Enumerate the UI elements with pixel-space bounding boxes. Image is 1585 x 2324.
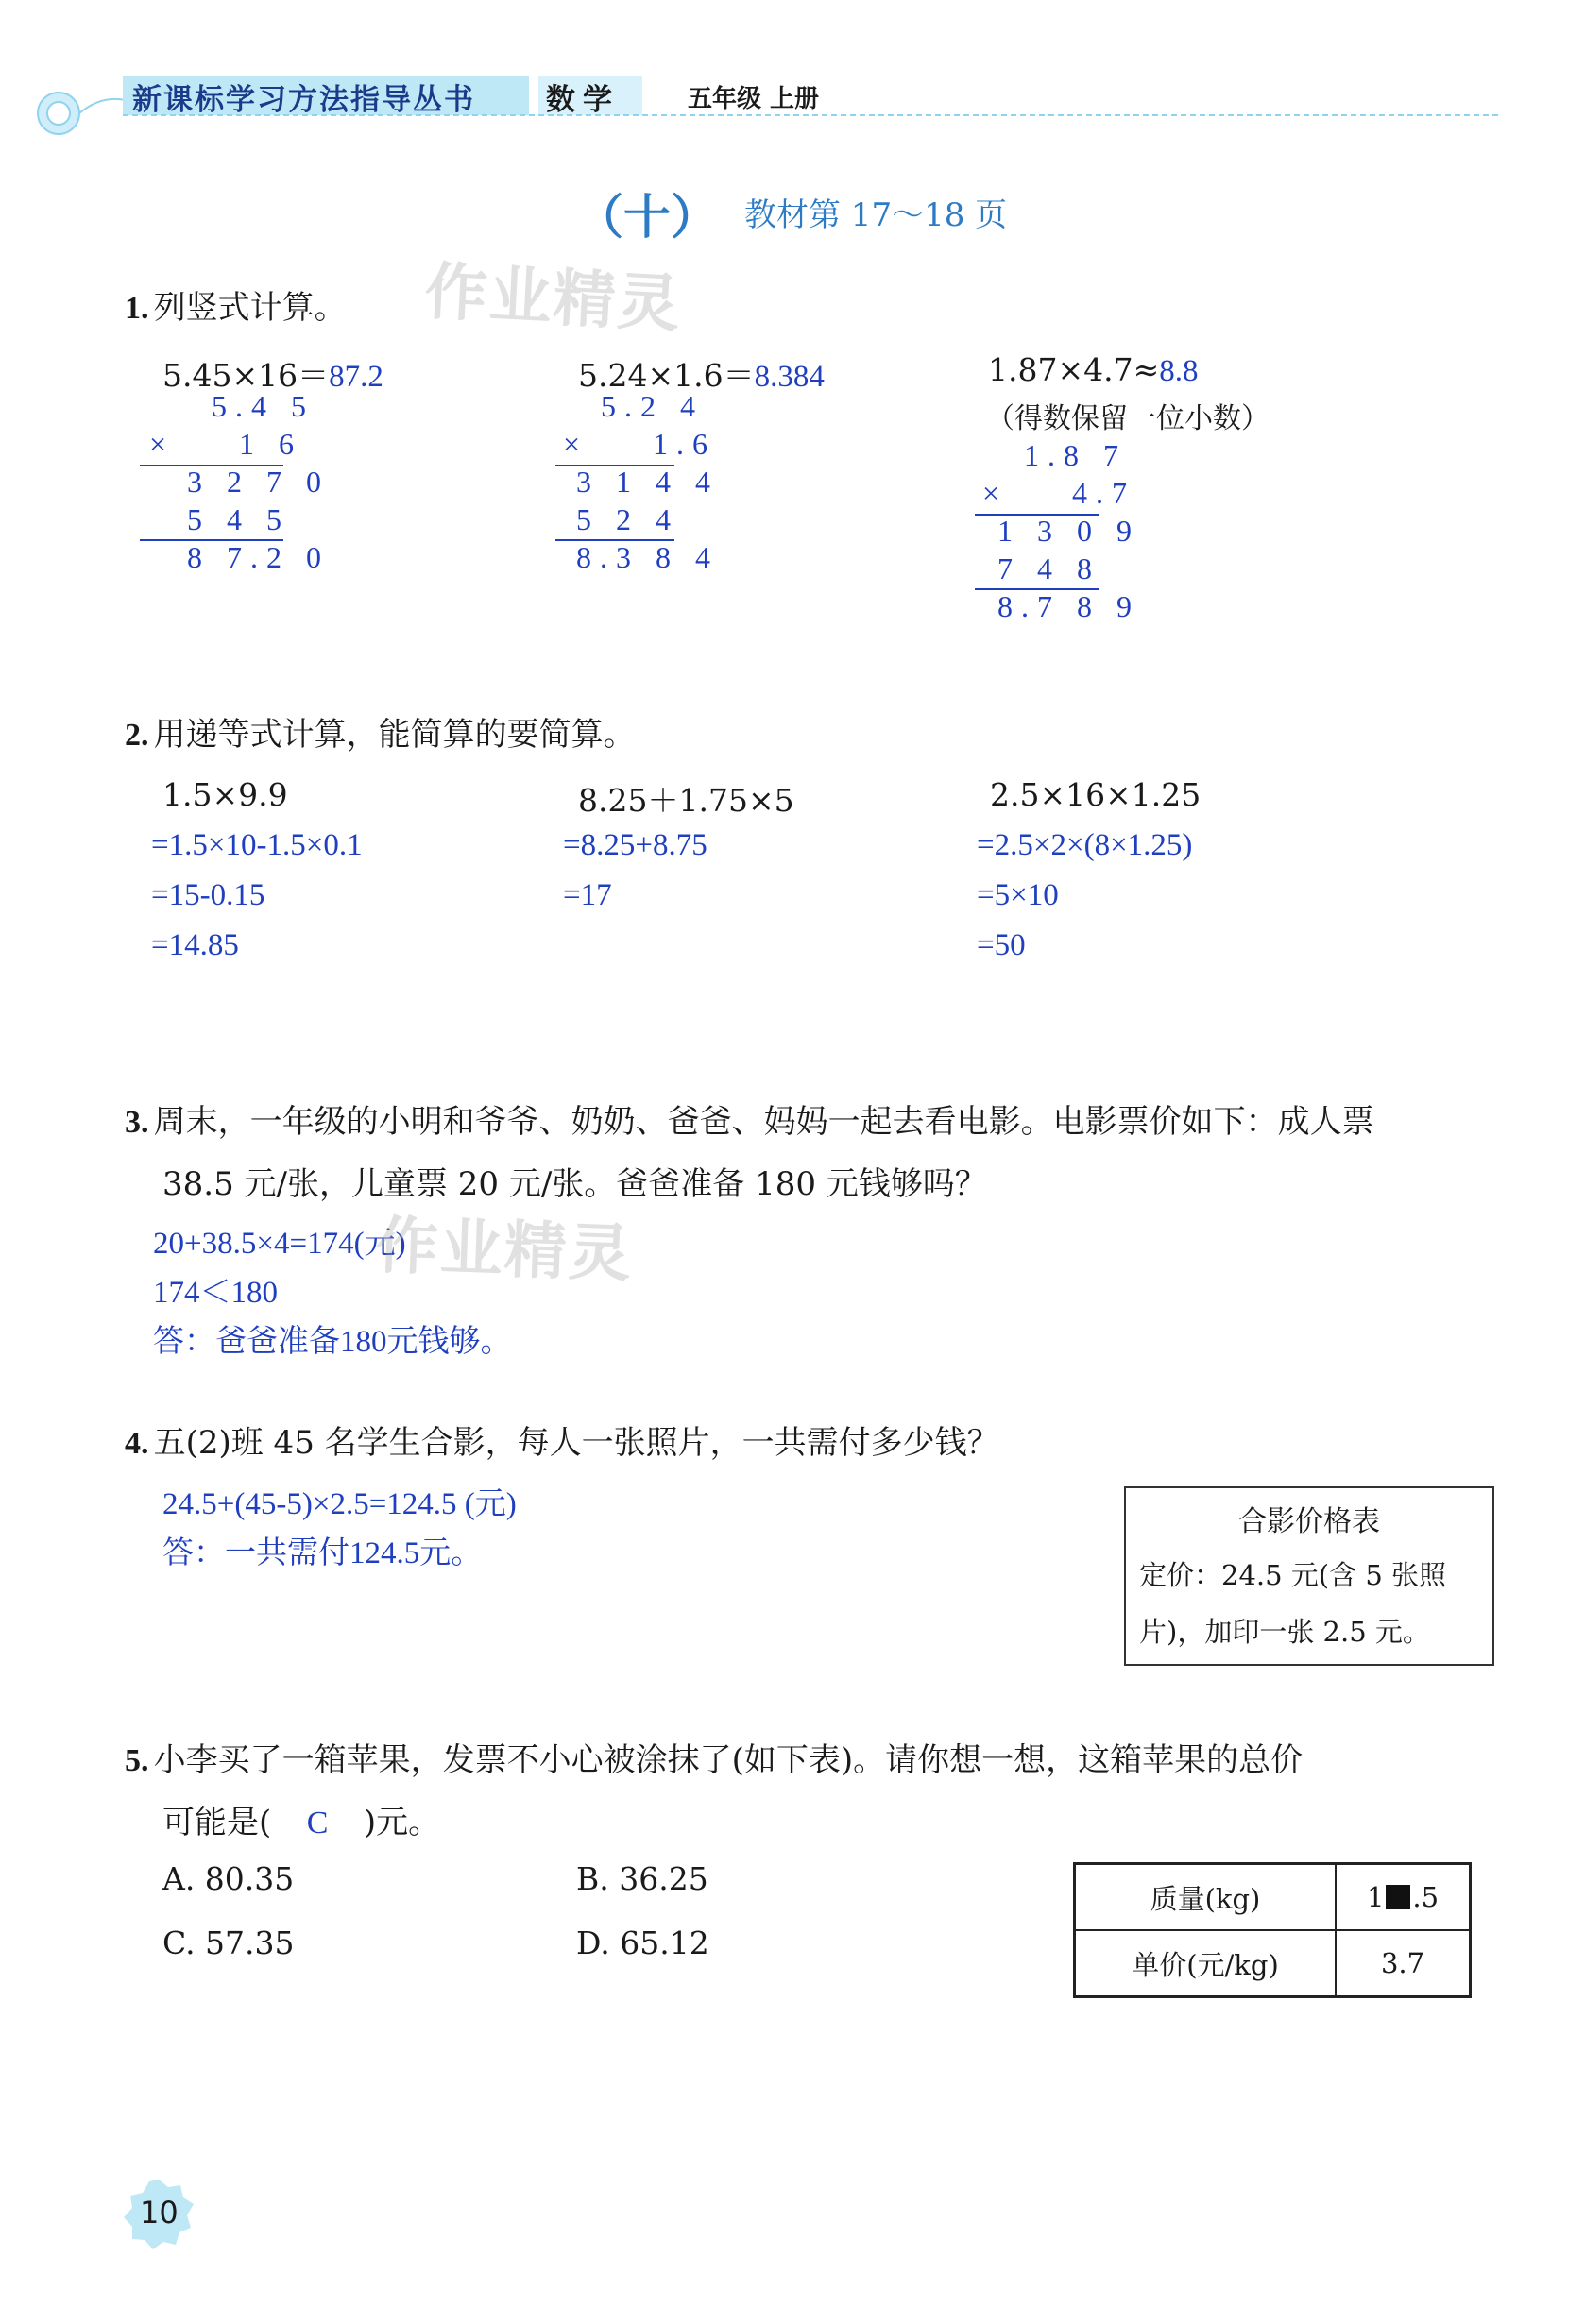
section-pages: 教材第 17～18 页 (744, 196, 1008, 234)
q5-answer: C (306, 1806, 329, 1841)
q1-item2-answer: 8.384 (754, 360, 825, 394)
q1-item3-row1: 1.8 7 (1024, 438, 1127, 472)
invoice-row-price (1075, 1930, 1471, 1997)
q5-option-d: D. 65.12 (576, 1925, 709, 1961)
q1-text: 列竖式计算。 (153, 289, 347, 327)
photo-price-title: 合影价格表 (1238, 1505, 1380, 1538)
q1-item3-note: （得数保留一位小数） (986, 402, 1270, 435)
q1-item2-expr: 5.24×1.6＝ (578, 357, 755, 394)
q4-text: 五(2)班 45 名学生合影，每人一张照片，一共需付多少钱？ (153, 1424, 999, 1462)
q5-line1: 小李买了一箱苹果，发票不小心被涂抹了(如下表)。请你想一想，这箱苹果的总价 (153, 1741, 1304, 1779)
q2-number: 2. (125, 718, 149, 753)
photo-price-line2: 片)，加印一张 2.5 元。 (1139, 1616, 1430, 1648)
q5-line2 (162, 1796, 440, 1842)
subject-label: 数学 (546, 83, 620, 117)
q3-line2: 38.5 元/张，儿童票 20 元/张。爸爸准备 180 元钱够吗？ (162, 1165, 987, 1203)
section-number: （十） (576, 190, 718, 245)
q2-item3-step3: =50 (977, 928, 1026, 962)
q1-item1-row1: 5.4 5 (212, 389, 315, 423)
q2-item3-step2: =5×10 (977, 878, 1059, 912)
invoice-price-label: 单价(元/kg) (1075, 1930, 1337, 1997)
q2-item1-expr: 1.5×9.9 (162, 776, 288, 813)
q1-item2-row1: 5.2 4 (601, 389, 704, 423)
invoice-weight-decimal: .5 (1412, 1881, 1440, 1913)
q5-line2-start: 可能是( (162, 1804, 272, 1841)
q1-item2-row4: 5 2 4 (576, 502, 679, 536)
q2-item1-step1: =1.5×10-1.5×0.1 (151, 828, 363, 862)
q1-item2-row2: × 1.6 (563, 427, 717, 461)
q1-item2-row3: 3 1 4 4 (576, 465, 719, 499)
invoice-price-value: 3.7 (1336, 1930, 1471, 1997)
photo-price-line1: 定价：24.5 元(含 5 张照 (1139, 1559, 1446, 1591)
watermark-2: 作业精灵 (374, 1209, 635, 1291)
q1-item3-expr: 1.87×4.7≈ (988, 351, 1160, 388)
q2-item3-expr: 2.5×16×1.25 (990, 776, 1202, 813)
invoice-weight-value (1336, 1864, 1471, 1931)
q3-work1: 20+38.5×4=174(元) (153, 1227, 406, 1261)
series-title: 新课标学习方法指导丛书 (132, 83, 475, 117)
q4-heading (125, 1416, 999, 1463)
q3-heading (125, 1095, 1374, 1142)
q1-item3-row3: 1 3 0 9 (997, 514, 1140, 548)
q5-line2-end: )元。 (363, 1804, 441, 1841)
q1-item2-row5: 8.3 8 4 (576, 540, 719, 574)
q1-heading (125, 281, 347, 328)
q2-item2-step1: =8.25+8.75 (563, 828, 707, 862)
q5-option-c: C. 57.35 (162, 1925, 295, 1961)
q3-line1: 周末，一年级的小明和爷爷、奶奶、爸爸、妈妈一起去看电影。电影票价如下：成人票 (153, 1103, 1374, 1141)
q5-number: 5. (125, 1743, 149, 1778)
q1-number: 1. (125, 291, 149, 326)
invoice-row-weight (1075, 1864, 1471, 1931)
q3-work2: 174＜180 (153, 1276, 278, 1310)
q1-item1-row2: × 1 6 (149, 427, 303, 461)
q1-item3-row5: 8.7 8 9 (997, 589, 1140, 623)
q1-item1-expr: 5.45×16＝ (162, 357, 330, 394)
invoice-table (1073, 1862, 1472, 1998)
q4-number: 4. (125, 1426, 149, 1461)
grade-label: 五年级 上册 (688, 85, 820, 113)
invoice-weight-label: 质量(kg) (1075, 1864, 1337, 1931)
q1-item1-row4: 5 4 5 (187, 502, 290, 536)
q2-item2-expr: 8.25＋1.75×5 (578, 782, 794, 819)
q2-item3-step1: =2.5×2×(8×1.25) (977, 828, 1193, 862)
watermark: 作业精灵 (422, 254, 684, 342)
q4-work2: 答：一共需付124.5元。 (162, 1536, 483, 1570)
q5-option-b: B. 36.25 (576, 1860, 708, 1897)
q3-work3: 答：爸爸准备180元钱够。 (153, 1325, 512, 1359)
q2-item1-step2: =15-0.15 (151, 878, 265, 912)
photo-price-box (1124, 1486, 1494, 1666)
q1-item3-row2: × 4.7 (982, 476, 1136, 510)
q5-option-a: A. 80.35 (162, 1860, 295, 1897)
q3-number: 3. (125, 1105, 149, 1140)
q1-item3-expr-line (988, 351, 1199, 389)
page-number: 10 (140, 2195, 179, 2231)
q1-item1-row3: 3 2 7 0 (187, 465, 330, 499)
q1-item1-answer: 87.2 (329, 360, 383, 394)
q4-work1: 24.5+(45-5)×2.5=124.5 (元) (162, 1487, 517, 1521)
smudge-icon (1386, 1885, 1410, 1909)
q1-item3-answer: 8.8 (1159, 354, 1199, 388)
q2-text: 用递等式计算，能简算的要简算。 (153, 716, 636, 754)
q5-heading (125, 1734, 1303, 1780)
q1-item3-row4: 7 4 8 (997, 551, 1100, 585)
q2-item2-step2: =17 (563, 878, 612, 912)
q2-heading (125, 708, 636, 755)
invoice-weight-digit: 1 (1366, 1881, 1385, 1913)
q1-item1-row5: 8 7.2 0 (187, 540, 330, 574)
q2-item1-step3: =14.85 (151, 928, 239, 962)
